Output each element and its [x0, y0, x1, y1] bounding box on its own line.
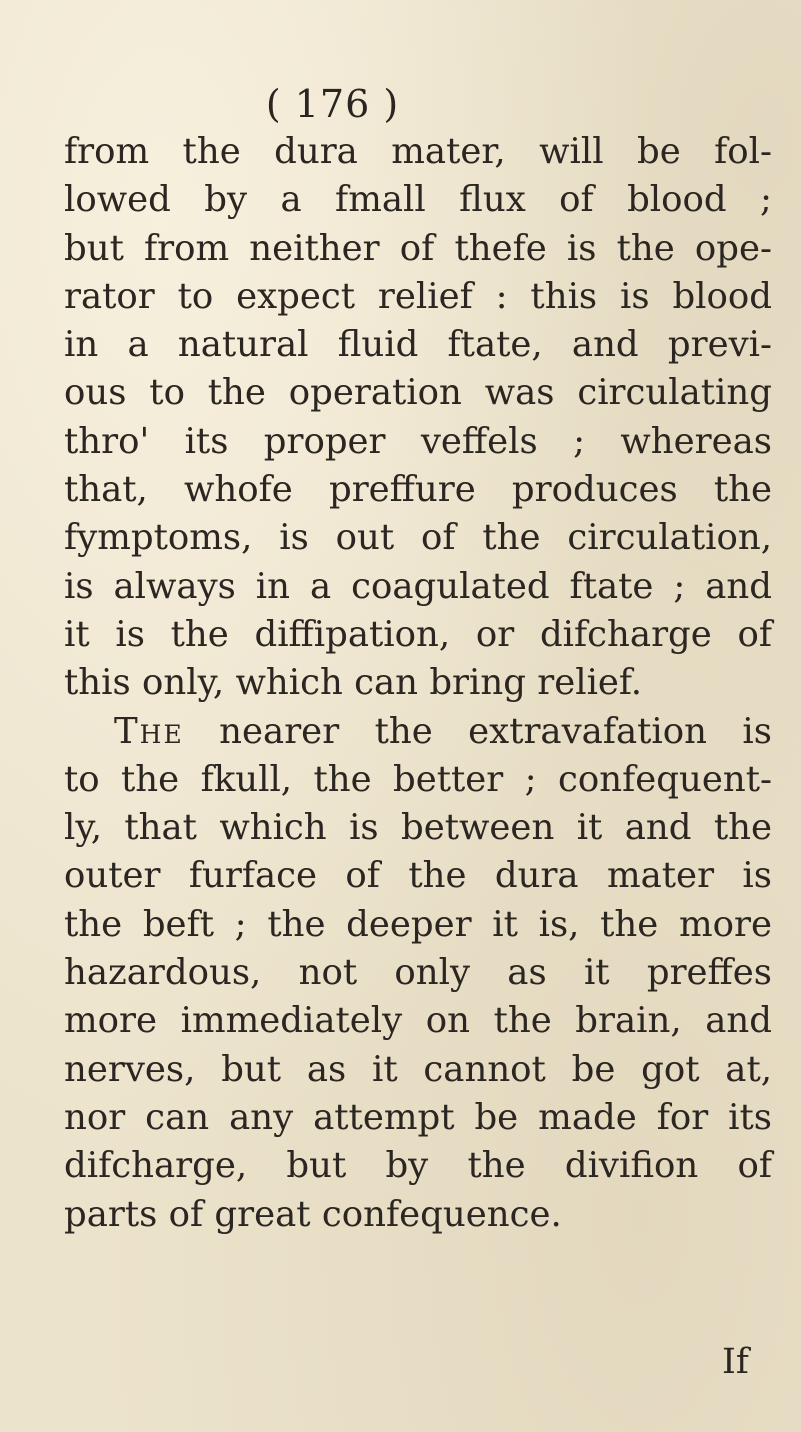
text-line: in a natural fluid ftate, and previ- [64, 324, 772, 366]
body-text [64, 128, 772, 1239]
text-line: the beft ; the deeper it is, the more [64, 903, 772, 945]
page-number-text: ( 176 ) [265, 82, 400, 126]
text-line: to the fkull, the better ; confequent- [64, 758, 772, 800]
paragraph-first-line [64, 708, 772, 756]
text-line: it is the diffipation, or difcharge of [64, 613, 772, 655]
text-line: thro' its proper veffels ; whereas [64, 420, 772, 462]
text-line: rator to expect relief : this is blood [64, 275, 772, 317]
text-line: is always in a coagulated ftate ; and [64, 565, 772, 607]
page-number [0, 82, 801, 126]
text-line: that, whofe preffure produces the [64, 469, 772, 511]
catchword: If [722, 1342, 749, 1382]
text-line: this only, which can bring relief. [64, 662, 643, 704]
text-line: ous to the operation was circulating [64, 372, 772, 414]
text-line: from the dura mater, will be fol- [64, 131, 772, 172]
text-line: more immediately on the brain, and [64, 1000, 772, 1042]
text-line: outer furface of the dura mater is [64, 855, 772, 897]
text-line: hazardous, not only as it preffes [64, 952, 772, 994]
text-line: difcharge, but by the divifion of [64, 1145, 772, 1187]
paragraph-first-line-rest: nearer the extravafation is [219, 710, 772, 752]
text-line: nor can any attempt be made for its [64, 1096, 772, 1138]
paragraph-first-word: The [114, 710, 184, 752]
text-line: parts of great confequence. [64, 1193, 562, 1235]
text-line: ly, that which is between it and the [64, 807, 772, 849]
text-line: nerves, but as it cannot be got at, [64, 1048, 772, 1090]
text-line: lowed by a fmall flux of blood ; [64, 179, 772, 221]
text-line: but from neither of thefe is the ope- [64, 227, 772, 269]
text-line: fymptoms, is out of the circulation, [64, 517, 772, 559]
